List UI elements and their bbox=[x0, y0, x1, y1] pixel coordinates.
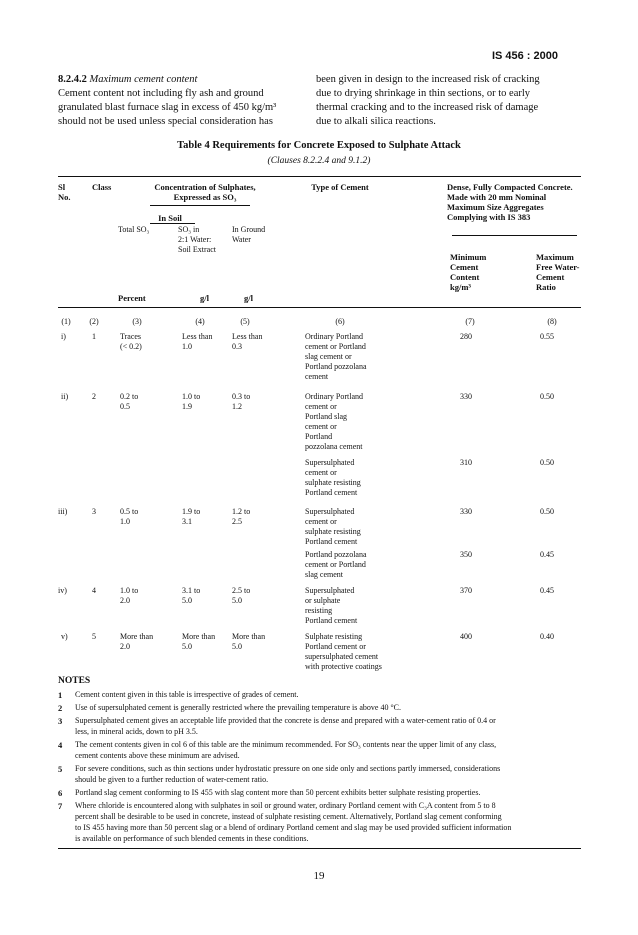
cell-total-so3: 0.2 to bbox=[120, 392, 139, 401]
cell-cement-type: Portland cement bbox=[305, 537, 358, 546]
header-made-with: Made with 20 mm Nominal bbox=[447, 192, 547, 202]
column-number: (7) bbox=[465, 317, 475, 326]
header-water: Water bbox=[232, 235, 251, 244]
cell-cement-type: cement or bbox=[305, 517, 337, 526]
cell-cement-type: Portland pozzolana bbox=[305, 362, 367, 371]
document-code: IS 456 : 2000 bbox=[491, 50, 558, 62]
cell-cement-type: Sulphate resisting bbox=[305, 632, 363, 641]
cell-cement-type: Supersulphated bbox=[305, 458, 355, 467]
cell-class: 2 bbox=[92, 392, 96, 401]
cell-soil-extract: 1.0 bbox=[182, 342, 192, 351]
column-number: (3) bbox=[132, 317, 142, 326]
note-text: percent shall be desirable to be used in concrete, instead of sulphate resisting cement. Alternatively, Portland slag cement conforming bbox=[75, 812, 502, 821]
column-number: (2) bbox=[89, 317, 99, 326]
cell-cement-type: Portland slag bbox=[305, 412, 347, 421]
cell-total-so3: 2.0 bbox=[120, 642, 130, 651]
cell-class: 1 bbox=[92, 332, 96, 341]
section-left-line: granulated blast furnace slag in excess of 450 kg/m³ bbox=[58, 102, 277, 113]
note-text: Cement content given in this table is irrespective of grades of cement. bbox=[75, 690, 299, 699]
cell-min-cement: 330 bbox=[460, 392, 472, 401]
header-soil-extract: Soil Extract bbox=[178, 245, 216, 254]
note-number: 4 bbox=[58, 740, 63, 750]
header-no: No. bbox=[58, 192, 71, 202]
note-number: 7 bbox=[58, 801, 63, 811]
cell-ground-water: 5.0 bbox=[232, 596, 242, 605]
cell-soil-extract: 5.0 bbox=[182, 642, 192, 651]
cell-soil-extract: 1.0 to bbox=[182, 392, 201, 401]
notes-heading: NOTES bbox=[58, 676, 91, 686]
cell-soil-extract: 5.0 bbox=[182, 596, 192, 605]
header-total-so3: Total SO₃ bbox=[118, 225, 150, 234]
cell-class: 3 bbox=[92, 507, 96, 516]
cell-max-ratio: 0.50 bbox=[540, 507, 554, 516]
cell-cement-type: resisting bbox=[305, 606, 333, 615]
cell-min-cement: 280 bbox=[460, 332, 472, 341]
unit-gl-ground: g/l bbox=[244, 293, 253, 303]
cell-cement-type: with protective coatings bbox=[305, 662, 382, 671]
column-number: (1) bbox=[61, 317, 71, 326]
table-bottom-rule bbox=[58, 848, 581, 849]
section-number: 8.2.4.2 bbox=[58, 74, 87, 85]
cell-class: 5 bbox=[92, 632, 96, 641]
concentration-span-rule bbox=[150, 205, 250, 206]
note-text: Supersulphated cement gives an acceptable life provided that the concrete is dense and prepared with a water-cement ratio of 0.4 or bbox=[75, 716, 496, 725]
header-maximum: Maximum bbox=[536, 252, 574, 262]
cell-sl: v) bbox=[61, 632, 68, 641]
header-type-of-cement: Type of Cement bbox=[311, 182, 369, 192]
header-content: Content bbox=[450, 272, 480, 282]
cell-cement-type: Portland cement bbox=[305, 616, 358, 625]
section-heading bbox=[58, 73, 308, 87]
header-minimum: Minimum bbox=[450, 252, 487, 262]
cell-cement-type: sulphate resisting bbox=[305, 478, 361, 487]
column-number: (5) bbox=[240, 317, 250, 326]
note-text: less, in mineral acids, down to pH 3.5. bbox=[75, 727, 198, 736]
header-in-soil: In Soil bbox=[158, 213, 182, 223]
header-sl: Sl bbox=[58, 182, 66, 192]
table-title: Table 4 Requirements for Concrete Exposed to Sulphate Attack bbox=[177, 140, 461, 151]
cell-ground-water: Less than bbox=[232, 332, 263, 341]
note-number: 3 bbox=[58, 716, 63, 726]
cell-cement-type: cement or Portland bbox=[305, 560, 366, 569]
cell-max-ratio: 0.45 bbox=[540, 550, 554, 559]
cell-max-ratio: 0.55 bbox=[540, 332, 554, 341]
note-text: Use of supersulphated cement is generally restricted where the prevailing temperature is above 40 °C. bbox=[75, 703, 401, 712]
cell-cement-type: sulphate resisting bbox=[305, 527, 361, 536]
note-number: 2 bbox=[58, 703, 63, 713]
cell-max-ratio: 0.50 bbox=[540, 458, 554, 467]
cell-ground-water: 1.2 bbox=[232, 402, 242, 411]
section-right-column bbox=[316, 73, 586, 129]
cell-cement-type: slag cement or bbox=[305, 352, 352, 361]
cell-sl: iv) bbox=[58, 586, 67, 595]
section-right-line: thermal cracking and to the increased risk of damage bbox=[316, 102, 539, 113]
cell-cement-type: Portland cement or bbox=[305, 642, 366, 651]
cell-soil-extract: 3.1 bbox=[182, 517, 192, 526]
cell-min-cement: 330 bbox=[460, 507, 472, 516]
cell-ground-water: More than bbox=[232, 632, 266, 641]
cell-cement-type: slag cement bbox=[305, 570, 343, 579]
cell-cement-type: Supersulphated bbox=[305, 507, 355, 516]
cell-soil-extract: 3.1 to bbox=[182, 586, 201, 595]
section-left-line: should not be used unless special consideration has bbox=[58, 116, 273, 127]
note-number: 6 bbox=[58, 788, 63, 798]
cell-ground-water: 1.2 to bbox=[232, 507, 251, 516]
note-text: The cement contents given in col 6 of this table are the minimum recommended. For SO₃ contents near the upper limit of any class, bbox=[75, 740, 497, 749]
cell-cement-type: supersulphated cement bbox=[305, 652, 379, 661]
cell-total-so3: 1.0 to bbox=[120, 586, 139, 595]
cell-total-so3: 2.0 bbox=[120, 596, 130, 605]
note-text: For severe conditions, such as thin sections under hydrostatic pressure on one side only and sections partly immersed, considerations bbox=[75, 764, 501, 773]
cell-cement-type: cement bbox=[305, 372, 329, 381]
note-number: 1 bbox=[58, 690, 63, 700]
cell-ground-water: 2.5 to bbox=[232, 586, 251, 595]
cell-max-ratio: 0.45 bbox=[540, 586, 554, 595]
cell-soil-extract: 1.9 to bbox=[182, 507, 201, 516]
cell-sl: i) bbox=[61, 332, 66, 341]
cell-total-so3: 1.0 bbox=[120, 517, 130, 526]
note-text: Portland slag cement conforming to IS 455 with slag content more than 50 percent exhibits better sulphate resisting properties. bbox=[75, 788, 481, 797]
cell-min-cement: 370 bbox=[460, 586, 472, 595]
cell-cement-type: Supersulphated bbox=[305, 586, 355, 595]
cell-soil-extract: More than bbox=[182, 632, 216, 641]
header-so3-in: SO₃ in bbox=[178, 225, 200, 234]
header-water-ratio: 2:1 Water: bbox=[178, 235, 212, 244]
cell-cement-type: Ordinary Portland bbox=[305, 392, 363, 401]
cell-cement-type: pozzolana cement bbox=[305, 442, 363, 451]
cell-cement-type: cement or bbox=[305, 422, 337, 431]
cell-cement-type: cement or bbox=[305, 402, 337, 411]
cell-min-cement: 350 bbox=[460, 550, 472, 559]
note-text: to IS 455 having more than 50 percent slag or a blend of ordinary Portland cement and slag may be used provided sufficient information bbox=[75, 823, 512, 832]
header-cement-2: Cement bbox=[536, 272, 565, 282]
column-number: (6) bbox=[335, 317, 345, 326]
note-text: should be given to a further reduction of water-cement ratio. bbox=[75, 775, 269, 784]
page-number: 19 bbox=[313, 870, 325, 882]
note-number: 5 bbox=[58, 764, 63, 774]
table-top-rule bbox=[58, 176, 581, 177]
note-text: is available on performance of such blended cements in these conditions. bbox=[75, 834, 309, 843]
cell-total-so3: 0.5 to bbox=[120, 507, 139, 516]
cell-ground-water: 0.3 bbox=[232, 342, 242, 351]
header-bottom-rule bbox=[58, 307, 581, 308]
cell-total-so3: More than bbox=[120, 632, 154, 641]
unit-percent: Percent bbox=[118, 293, 146, 303]
table-clauses: (Clauses 8.2.2.4 and 9.1.2) bbox=[267, 156, 371, 166]
dense-span-rule bbox=[452, 235, 577, 236]
cell-min-cement: 310 bbox=[460, 458, 472, 467]
section-title: Maximum cement content bbox=[89, 74, 198, 85]
note-text: Where chloride is encountered along with sulphates in soil or ground water, ordinary Portland cement with C₃A content from 5 to 8 bbox=[75, 801, 496, 810]
cell-ground-water: 0.3 to bbox=[232, 392, 251, 401]
column-number: (8) bbox=[547, 317, 557, 326]
section-right-line: due to alkali silica reactions. bbox=[316, 116, 436, 127]
cell-cement-type: or sulphate bbox=[305, 596, 341, 605]
header-cement: Cement bbox=[450, 262, 479, 272]
header-concentration: Concentration of Sulphates, bbox=[154, 182, 256, 192]
header-complying: Complying with IS 383 bbox=[447, 212, 531, 222]
header-in-ground: In Ground bbox=[232, 225, 266, 234]
section-right-line: due to drying shrinkage in thin sections, or to early bbox=[316, 88, 531, 99]
cell-ground-water: 2.5 bbox=[232, 517, 242, 526]
header-class: Class bbox=[92, 182, 112, 192]
cell-cement-type: Portland bbox=[305, 432, 333, 441]
cell-ground-water: 5.0 bbox=[232, 642, 242, 651]
cell-cement-type: Portland pozzolana bbox=[305, 550, 367, 559]
section-left-line: Cement content not including fly ash and ground bbox=[58, 88, 264, 99]
in-soil-underline bbox=[150, 223, 195, 224]
cell-total-so3: Traces bbox=[120, 332, 142, 341]
cell-total-so3: 0.5 bbox=[120, 402, 130, 411]
cell-cement-type: cement or bbox=[305, 468, 337, 477]
cell-min-cement: 400 bbox=[460, 632, 472, 641]
header-dense: Dense, Fully Compacted Concrete. bbox=[447, 182, 573, 192]
cell-cement-type: Ordinary Portland bbox=[305, 332, 363, 341]
note-text: cement contents above these minimum are advised. bbox=[75, 751, 240, 760]
cell-sl: iii) bbox=[58, 507, 68, 516]
cell-soil-extract: 1.9 bbox=[182, 402, 192, 411]
header-free-water: Free Water- bbox=[536, 262, 580, 272]
section-left-column bbox=[58, 73, 308, 129]
section-right-line: been given in design to the increased risk of cracking bbox=[316, 74, 540, 85]
unit-gl-extract: g/l bbox=[200, 293, 209, 303]
cell-soil-extract: Less than bbox=[182, 332, 213, 341]
header-ratio: Ratio bbox=[536, 282, 556, 292]
header-kg-m3: kg/m³ bbox=[450, 282, 471, 292]
cell-cement-type: cement or Portland bbox=[305, 342, 366, 351]
header-max-size: Maximum Size Aggregates bbox=[447, 202, 544, 212]
cell-max-ratio: 0.40 bbox=[540, 632, 554, 641]
column-number: (4) bbox=[195, 317, 205, 326]
cell-class: 4 bbox=[92, 586, 96, 595]
cell-cement-type: Portland cement bbox=[305, 488, 358, 497]
cell-total-so3: (< 0.2) bbox=[120, 342, 142, 351]
cell-max-ratio: 0.50 bbox=[540, 392, 554, 401]
cell-sl: ii) bbox=[61, 392, 69, 401]
header-expressed: Expressed as SO₃ bbox=[173, 192, 237, 202]
